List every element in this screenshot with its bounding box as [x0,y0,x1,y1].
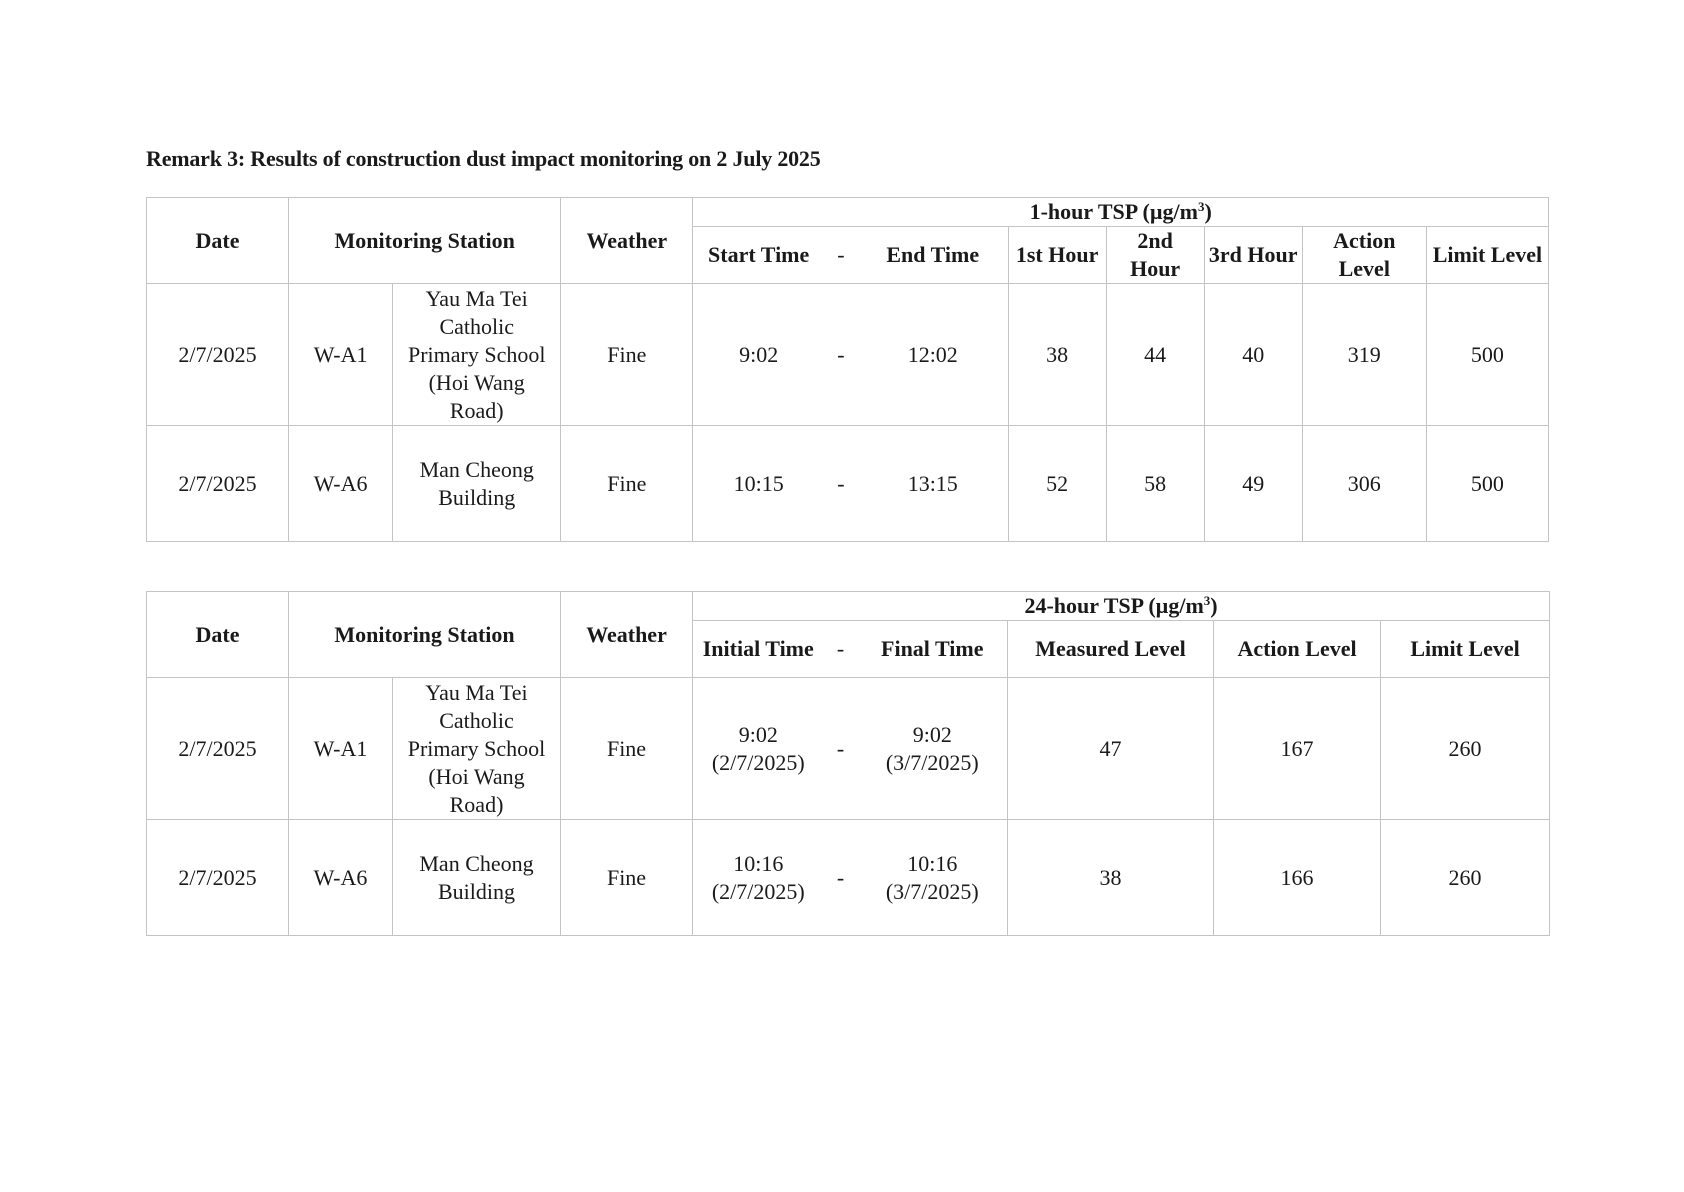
cell-weather: Fine [561,284,693,426]
cell-initial-time [693,820,824,936]
cell-action-level: 319 [1302,284,1426,426]
cell-start-time: 10:15 [693,426,824,542]
header-action-level: Action Level [1214,621,1381,678]
header-start-time: Start Time [693,227,824,284]
final-date: (3/7/2025) [885,878,979,904]
initial-date: (2/7/2025) [711,878,805,904]
final-time: 9:02 [912,721,952,747]
header-monitoring-station: Monitoring Station [289,592,561,678]
initial-time: 9:02 [738,721,778,747]
cell-limit-level: 260 [1381,678,1550,820]
header-date: Date [147,592,289,678]
cell-station-code: W-A1 [289,678,393,820]
twenty-four-hour-tsp-table [146,591,1550,936]
cell-date: 2/7/2025 [147,284,289,426]
header-dash: - [824,227,858,284]
final-time: 10:16 [907,850,958,876]
header-limit-level: Limit Level [1426,227,1548,284]
initial-date: (2/7/2025) [711,749,805,775]
cell-dash: - [824,678,858,820]
header-date: Date [147,198,289,284]
cell-final-time [858,820,1008,936]
header-measured-level: Measured Level [1008,621,1214,678]
header-24-hour-tsp-text: 24-hour TSP (µg/m [1024,593,1204,618]
cell-limit-level: 500 [1426,426,1548,542]
header-initial-time: Initial Time [693,621,824,678]
cell-1st-hour: 38 [1008,284,1106,426]
cell-initial-time [693,678,824,820]
cell-dash: - [824,820,858,936]
header-weather: Weather [561,592,693,678]
cell-end-time: 13:15 [858,426,1008,542]
cell-action-level: 166 [1214,820,1381,936]
header-2nd-hour: 2nd Hour [1106,227,1204,284]
final-date: (3/7/2025) [885,749,979,775]
cell-station-code: W-A6 [289,820,393,936]
header-1-hour-tsp-sup: 3 [1197,199,1205,214]
cell-weather: Fine [561,426,693,542]
header-final-time: Final Time [858,621,1008,678]
header-weather: Weather [561,198,693,284]
header-limit-level: Limit Level [1381,621,1550,678]
cell-1st-hour: 52 [1008,426,1106,542]
header-1-hour-tsp [693,198,1549,227]
cell-action-level: 306 [1302,426,1426,542]
header-3rd-hour: 3rd Hour [1204,227,1302,284]
cell-end-time: 12:02 [858,284,1008,426]
cell-date: 2/7/2025 [147,678,289,820]
cell-final-time [858,678,1008,820]
header-action-level: Action Level [1302,227,1426,284]
cell-station-code: W-A1 [289,284,393,426]
header-dash: - [824,621,858,678]
header-1-hour-tsp-end: ) [1204,199,1212,224]
cell-action-level: 167 [1214,678,1381,820]
cell-station-code: W-A6 [289,426,393,542]
cell-2nd-hour: 44 [1106,284,1204,426]
table-row [147,284,1549,426]
cell-measured-level: 47 [1008,678,1214,820]
header-end-time: End Time [858,227,1008,284]
cell-dash: - [824,426,858,542]
one-hour-tsp-table [146,197,1549,542]
cell-date: 2/7/2025 [147,820,289,936]
cell-limit-level: 260 [1381,820,1550,936]
header-24-hour-tsp [693,592,1550,621]
initial-time: 10:16 [733,850,784,876]
cell-3rd-hour: 40 [1204,284,1302,426]
cell-station-name: Man Cheong Building [393,426,561,542]
table-row [147,426,1549,542]
cell-weather: Fine [561,678,693,820]
cell-station-name: Yau Ma Tei Catholic Primary School (Hoi Wang Road) [393,678,561,820]
cell-2nd-hour: 58 [1106,426,1204,542]
header-1-hour-tsp-text: 1-hour TSP (µg/m [1029,199,1198,224]
cell-3rd-hour: 49 [1204,426,1302,542]
header-1st-hour: 1st Hour [1008,227,1106,284]
cell-station-name: Yau Ma Tei Catholic Primary School (Hoi Wang Road) [393,284,561,426]
table-row [147,678,1550,820]
table-row [147,820,1550,936]
cell-weather: Fine [561,820,693,936]
cell-start-time: 9:02 [693,284,824,426]
cell-station-name: Man Cheong Building [393,820,561,936]
remark-title: Remark 3: Results of construction dust impact monitoring on 2 July 2025 [146,146,821,171]
header-24-hour-tsp-sup: 3 [1203,593,1211,608]
cell-measured-level: 38 [1008,820,1214,936]
header-24-hour-tsp-end: ) [1210,593,1218,618]
header-monitoring-station: Monitoring Station [289,198,561,284]
cell-dash: - [824,284,858,426]
cell-date: 2/7/2025 [147,426,289,542]
cell-limit-level: 500 [1426,284,1548,426]
